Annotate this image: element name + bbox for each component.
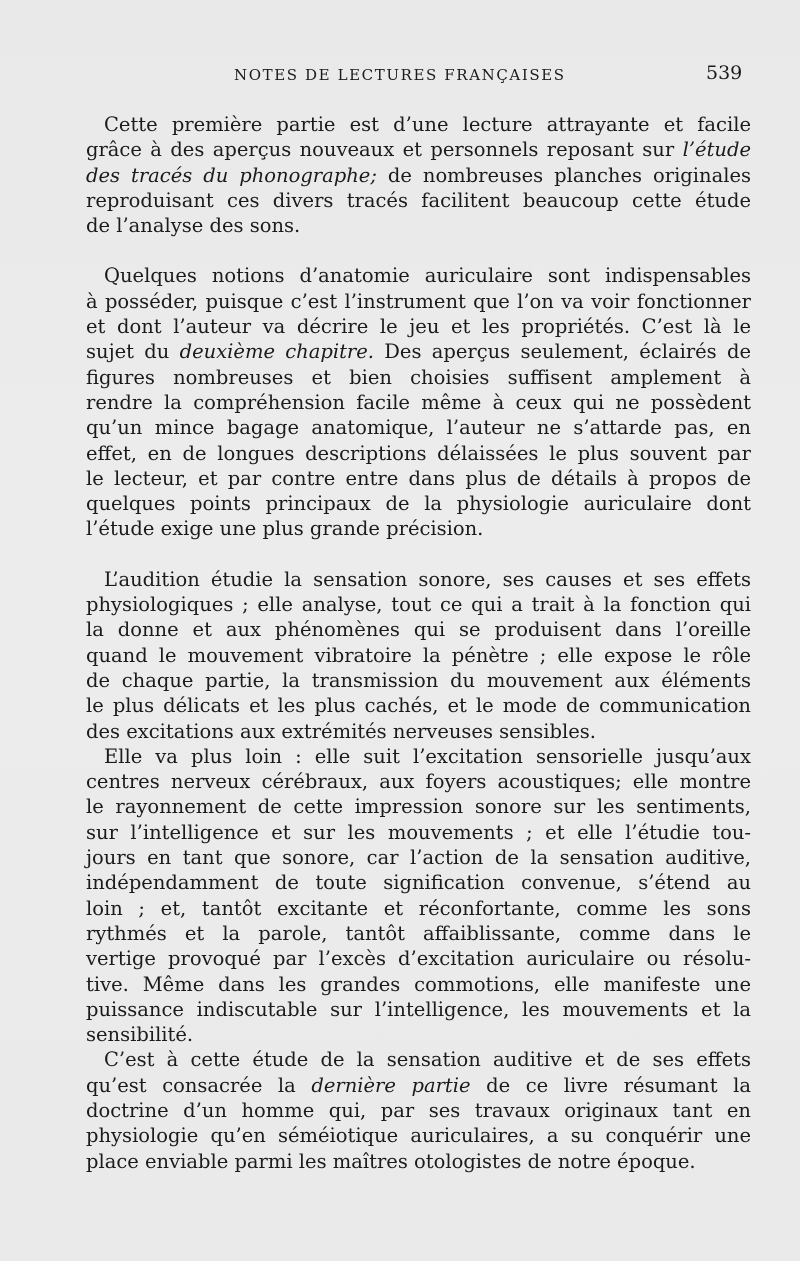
text-line: centres nerveux cérébraux, aux foyers acoustiques; elle montre xyxy=(86,770,751,794)
text-line: loin ; et, tantôt excitante et réconfortante, comme les sons xyxy=(86,896,751,920)
text-line: et dont l’auteur va décrire le jeu et les propriétés. C’est là le xyxy=(86,315,751,339)
text-line: à posséder, puisque c’est l’instrument que l’on va voir fonctionner xyxy=(86,289,751,313)
paragraph-gap xyxy=(86,542,751,567)
text-line: L’audition étudie la sensation sonore, ses causes et ses effets xyxy=(104,567,751,591)
text-line: rythmés et la parole, tantôt affaiblissante, comme dans le xyxy=(86,921,751,945)
text-line: le lecteur, et par contre entre dans plus de détails à propos de xyxy=(86,466,751,490)
text-line: Quelques notions d’anatomie auriculaire sont indispensables xyxy=(104,264,751,288)
text-line: la donne et aux phénomènes qui se produisent dans l’oreille xyxy=(86,618,751,642)
text-line: effet, en de longues descriptions délaissées le plus souvent par xyxy=(86,441,751,465)
text-line: vertige provoqué par l’excès d’excitation auriculaire ou résolu- xyxy=(86,947,751,971)
text-line: Cette première partie est d’une lecture attrayante et facile xyxy=(104,113,751,136)
text-line: le plus délicats et les plus cachés, et le mode de communication xyxy=(86,694,751,718)
text-line: rendre la compréhension facile même à ceux qui ne possèdent xyxy=(86,390,751,414)
paragraph-4 xyxy=(86,744,751,1048)
text-line: des tracés du phonographe; de nombreuses planches originales xyxy=(86,163,751,187)
text-line: de chaque partie, la transmission du mouvement aux éléments xyxy=(86,668,751,692)
text-line: qu’un mince bagage anatomique, l’auteur ne s’attarde pas, en xyxy=(86,416,751,440)
text-line: de l’analyse des sons. xyxy=(86,214,301,238)
text-line: le rayonnement de cette impression sonore sur les sentiments, xyxy=(86,795,751,819)
text-line: jours en tant que sonore, car l’action de la sensation auditive, xyxy=(86,846,751,870)
text-line: Elle va plus loin : elle suit l’excitation sensorielle jusqu’aux xyxy=(104,744,751,768)
paragraph-1 xyxy=(86,112,751,238)
text-line: qu’est consacrée la dernière partie de ce livre résumant la xyxy=(86,1073,752,1097)
paragraph-5 xyxy=(86,1047,751,1173)
paragraph-gap xyxy=(86,238,751,263)
paragraph-3 xyxy=(86,567,751,744)
text-line: des excitations aux extrémités nerveuses sensibles. xyxy=(86,719,596,743)
text-line: quand le mouvement vibratoire la pénètre ; elle expose le rôle xyxy=(86,643,751,667)
text-line: quelques points principaux de la physiologie auriculaire dont xyxy=(86,492,751,516)
text-line: place enviable parmi les maîtres otologistes de notre époque. xyxy=(86,1149,696,1173)
text-line: l’étude exige une plus grande précision. xyxy=(86,517,484,541)
text-line: figures nombreuses et bien choisies suffisent amplement à xyxy=(86,365,751,389)
text-line: puissance indiscutable sur l’intelligence, les mouvements et la xyxy=(86,997,751,1021)
text-line: indépendamment de toute signification convenue, s’étend au xyxy=(86,871,751,895)
running-head: NOTES DE LECTURES FRANÇAISES xyxy=(234,66,566,84)
body-text xyxy=(86,112,751,1174)
page-number: 539 xyxy=(706,62,743,84)
text-line: reproduisant ces divers tracés facilitent beaucoup cette étude xyxy=(86,188,751,212)
text-line: sensibilité. xyxy=(86,1023,194,1047)
text-line: sur l’intelligence et sur les mouvements ; et elle l’étudie tou- xyxy=(86,820,751,844)
text-line: physiologiques ; elle analyse, tout ce qui a trait à la fonction qui xyxy=(86,593,751,617)
text-line: C’est à cette étude de la sensation auditive et de ses effets xyxy=(104,1048,751,1072)
text-line: doctrine d’un homme qui, par ses travaux originaux tant en xyxy=(86,1098,751,1122)
text-line: physiologie qu’en séméiotique auriculaires, a su conquérir une xyxy=(86,1124,751,1148)
text-line: tive. Même dans les grandes commotions, elle manifeste une xyxy=(86,972,751,996)
text-line: grâce à des aperçus nouveaux et personnels reposant sur l’étude xyxy=(86,138,751,162)
text-line: sujet du deuxième chapitre. Des aperçus seulement, éclairés de xyxy=(86,340,751,364)
paragraph-2 xyxy=(86,263,751,541)
